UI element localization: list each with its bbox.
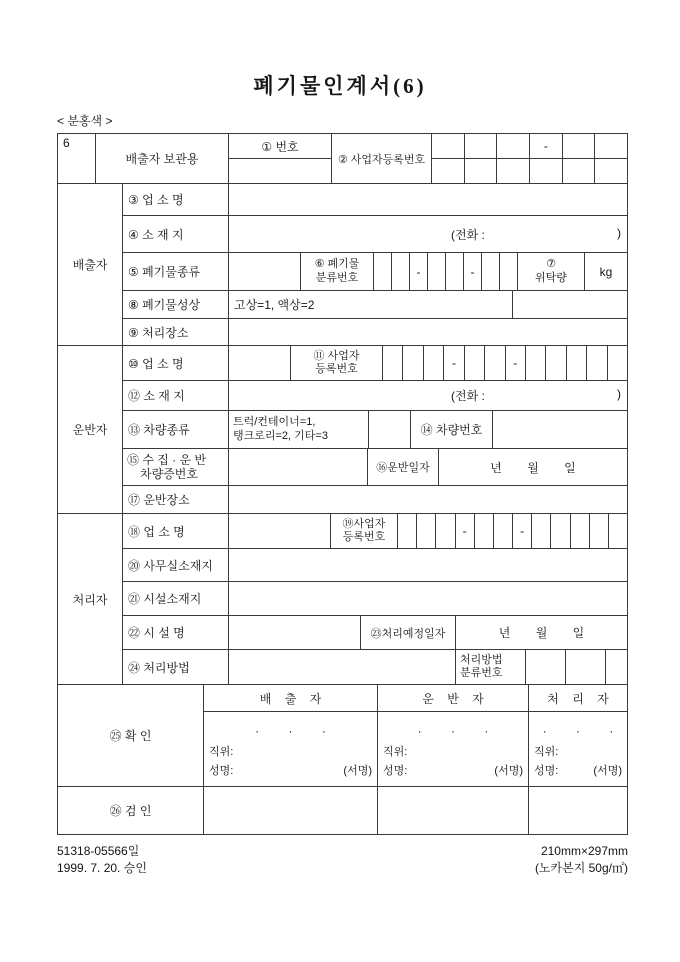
digit-cell [374, 253, 392, 291]
position-label: 직위: [209, 746, 234, 758]
number-field-stack [229, 134, 332, 184]
transporter-bizno-label-line2: 등록번호 [315, 363, 358, 375]
qty-label-line1: ⑦ [546, 258, 556, 271]
transporter-addr-label: ⑫ 소 재 지 [123, 381, 229, 411]
digit-cell [563, 159, 596, 184]
name-label: 성명: [534, 765, 559, 777]
dash-cell: - [464, 253, 482, 291]
processor-section-label-cell [58, 514, 123, 685]
footer-left [57, 843, 147, 877]
form-table [57, 133, 628, 835]
digit-cell [497, 134, 530, 159]
processor-section [58, 514, 628, 685]
seal-section [58, 787, 628, 835]
copy-label: 배출자 보관용 [125, 152, 199, 166]
number-label: ① 번호 [261, 139, 299, 154]
transporter-shop-label: ⑩ 업 소 명 [123, 346, 229, 381]
discharger-section-label-cell [58, 184, 123, 346]
treat-method-label: ㉔ 처리방법 [123, 650, 229, 685]
method-code-cell [526, 650, 566, 685]
paper-spec: (노카본지 50g/㎡) [534, 861, 628, 875]
digit-cell [436, 514, 455, 549]
waste-state-code-cell [513, 291, 628, 319]
confirm-discharger-cell [204, 712, 378, 787]
digit-cell [417, 514, 436, 549]
discharger-section [58, 184, 628, 346]
waste-type-value-cell [229, 253, 301, 291]
header-block [58, 134, 628, 184]
dash-cell: - [456, 514, 475, 549]
digit-cell [428, 253, 446, 291]
digit-cell [465, 159, 498, 184]
bizno-label-cell [332, 134, 432, 184]
footer-right [535, 843, 628, 877]
discharger-shop-value-cell [229, 184, 628, 216]
digit-cell [590, 514, 609, 549]
copy-number: 6 [63, 136, 70, 150]
processor-bizno-label-cell [331, 514, 398, 549]
digit-cell [563, 134, 596, 159]
dash-cell: - [506, 346, 526, 381]
confirm-section-label-cell [58, 685, 204, 787]
digit-cell [551, 514, 570, 549]
digit-cell [526, 346, 546, 381]
sign-label: (서명) [494, 765, 523, 777]
confirm-section-label: ㉕ 확 인 [109, 729, 152, 743]
facility-addr-label: ㉑ 시설소재지 [123, 582, 229, 616]
copy-label-cell [96, 134, 229, 184]
permit-label-line1: ⑮ 수 집 · 운 반 [127, 452, 207, 467]
dash-cell: - [410, 253, 428, 291]
transport-date-label: ⑯운반일자 [368, 449, 439, 486]
digit-cell [446, 253, 464, 291]
confirm-transporter-cell [378, 712, 529, 787]
sign-label: (서명) [343, 765, 372, 777]
transporter-section-label: 운반자 [72, 423, 108, 437]
vehicle-type-value-cell [229, 411, 369, 449]
processor-bizno-label-line1: ⑲사업자 [342, 517, 386, 530]
transporter-place-label: ⑰ 운반장소 [123, 486, 229, 514]
vehicle-no-value-cell [493, 411, 628, 449]
digit-cell [530, 159, 563, 184]
seal-transporter-cell [378, 787, 529, 835]
waste-code-digit-grid [374, 253, 518, 291]
dash-cell: - [530, 134, 563, 159]
vehicle-type-label: ⑬ 차량종류 [123, 411, 229, 449]
processor-shop-label: ⑱ 업 소 명 [123, 514, 229, 549]
digit-cell [465, 346, 485, 381]
permit-label-line2: 차량증번호 [140, 467, 198, 481]
sign-label: (서명) [593, 765, 622, 777]
form-number: 51318-05566일 [57, 844, 140, 858]
copy-number-cell [58, 134, 96, 184]
page-title: 폐기물인계서(6) [253, 74, 427, 98]
digit-cell [494, 514, 513, 549]
phone-close: ) [617, 387, 621, 401]
digit-cell [392, 253, 410, 291]
number-label-cell [229, 134, 332, 159]
vehicle-type-value-line2: 탱크로리=2, 기타=3 [233, 429, 328, 442]
discharger-place-label: ⑨ 처리장소 [123, 319, 229, 346]
confirm-col-processor-header: 처 리 자 [529, 685, 628, 712]
approval-date: 1999. 7. 20. 승인 [57, 861, 147, 875]
paper-color-note: < 분홍색 > [57, 114, 113, 128]
transporter-section-label-cell [58, 346, 123, 514]
method-code-label-cell [456, 650, 526, 685]
transporter-bizno-digit-grid [383, 346, 628, 381]
method-code-cell [566, 650, 606, 685]
waste-state-value: 고상=1, 액상=2 [229, 291, 513, 319]
qty-unit-cell: kg [585, 253, 628, 291]
waste-state-label: ⑧ 폐기물성상 [123, 291, 229, 319]
date-dots: · · · [255, 724, 326, 738]
transporter-bizno-label-cell [291, 346, 383, 381]
phone-open: (전화 : [451, 389, 485, 403]
date-dots: · · · [542, 724, 614, 738]
processor-bizno-label-line2: 등록번호 [342, 531, 386, 543]
digit-cell [608, 346, 628, 381]
seal-section-label: ㉖ 검 인 [109, 804, 152, 818]
seal-section-label-cell [58, 787, 204, 835]
digit-cell [595, 159, 628, 184]
phone-close: ) [617, 225, 621, 240]
processor-section-label: 처리자 [72, 592, 108, 607]
confirm-section [58, 685, 628, 787]
digit-cell [424, 346, 444, 381]
digit-cell [432, 134, 465, 159]
digit-cell [567, 346, 587, 381]
treat-method-value-cell [229, 650, 456, 685]
confirm-processor-cell [529, 712, 628, 787]
digit-cell [587, 346, 607, 381]
method-code-label-line2: 분류번호 [460, 667, 503, 679]
waste-type-label: ⑤ 폐기물종류 [123, 253, 229, 291]
date-dots: · · · [417, 724, 489, 738]
digit-cell [465, 134, 498, 159]
digit-cell [497, 159, 530, 184]
facility-name-value-cell [229, 616, 361, 650]
transport-date-value-cell: 년 월 일 [439, 449, 628, 486]
number-value-cell [229, 159, 332, 184]
processor-shop-value-cell [229, 514, 331, 549]
discharger-addr-label: ④ 소 재 지 [123, 216, 229, 253]
transporter-section [58, 346, 628, 514]
digit-cell [595, 134, 628, 159]
paper-size: 210mm×297mm [540, 844, 628, 858]
discharger-section-label: 배출자 [72, 258, 108, 272]
digit-cell [432, 159, 465, 184]
position-label: 직위: [383, 746, 408, 758]
waste-code-label-cell [301, 253, 374, 291]
position-label: 직위: [534, 746, 559, 758]
transporter-phone [451, 387, 627, 404]
digit-cell [383, 346, 403, 381]
vehicle-type-code-cell [369, 411, 411, 449]
digit-cell [609, 514, 628, 549]
facility-name-label: ㉒ 시 설 명 [123, 616, 229, 650]
discharger-shop-label: ③ 업 소 명 [123, 184, 229, 216]
waste-code-label-line1: ⑥ 폐기물 [314, 258, 360, 271]
name-label: 성명: [209, 765, 234, 777]
processor-bizno-digit-grid [398, 514, 628, 549]
dash-cell: - [513, 514, 532, 549]
method-code-label-line1: 처리방법 [460, 653, 503, 666]
method-code-cell [606, 650, 628, 685]
digit-cell [403, 346, 423, 381]
office-addr-label: ⑳ 사무실소재지 [123, 549, 229, 582]
digit-cell [500, 253, 518, 291]
seal-processor-cell [529, 787, 628, 835]
transporter-shop-value-cell [229, 346, 291, 381]
vehicle-no-label: ⑭ 차량번호 [411, 411, 493, 449]
qty-label-line2: 위탁량 [535, 271, 567, 284]
digit-cell [475, 514, 494, 549]
treat-date-value-cell: 년 월 일 [456, 616, 628, 650]
confirm-col-transporter-header: 운 반 자 [378, 685, 529, 712]
discharger-phone [451, 226, 627, 243]
dash-cell: - [444, 346, 464, 381]
digit-cell [571, 514, 590, 549]
treat-date-label: ㉓처리예정일자 [361, 616, 456, 650]
digit-cell [546, 346, 566, 381]
permit-no-value-cell [229, 449, 368, 486]
name-label: 성명: [383, 765, 408, 777]
office-addr-value-cell [229, 549, 628, 582]
seal-discharger-cell [204, 787, 378, 835]
transporter-bizno-label-line1: ⑪ 사업자 [313, 349, 360, 362]
vehicle-type-value-line1: 트럭/컨테이너=1, [233, 416, 316, 429]
digit-cell [482, 253, 500, 291]
waste-code-label-line2: 분류번호 [315, 271, 359, 284]
permit-no-label-cell [123, 449, 229, 486]
discharger-place-value-cell [229, 319, 628, 346]
qty-label-cell [518, 253, 585, 291]
discharger-addr-value-cell [229, 216, 628, 253]
transporter-place-value-cell [229, 486, 628, 514]
digit-cell [398, 514, 417, 549]
bizno-digit-grid [432, 134, 628, 184]
digit-cell [485, 346, 505, 381]
confirm-col-discharger-header: 배 출 자 [204, 685, 378, 712]
bizno-label: ② 사업자등록번호 [337, 153, 426, 166]
digit-cell [532, 514, 551, 549]
phone-open: (전화 : [451, 227, 485, 242]
transporter-addr-value-cell [229, 381, 628, 411]
facility-addr-value-cell [229, 582, 628, 616]
